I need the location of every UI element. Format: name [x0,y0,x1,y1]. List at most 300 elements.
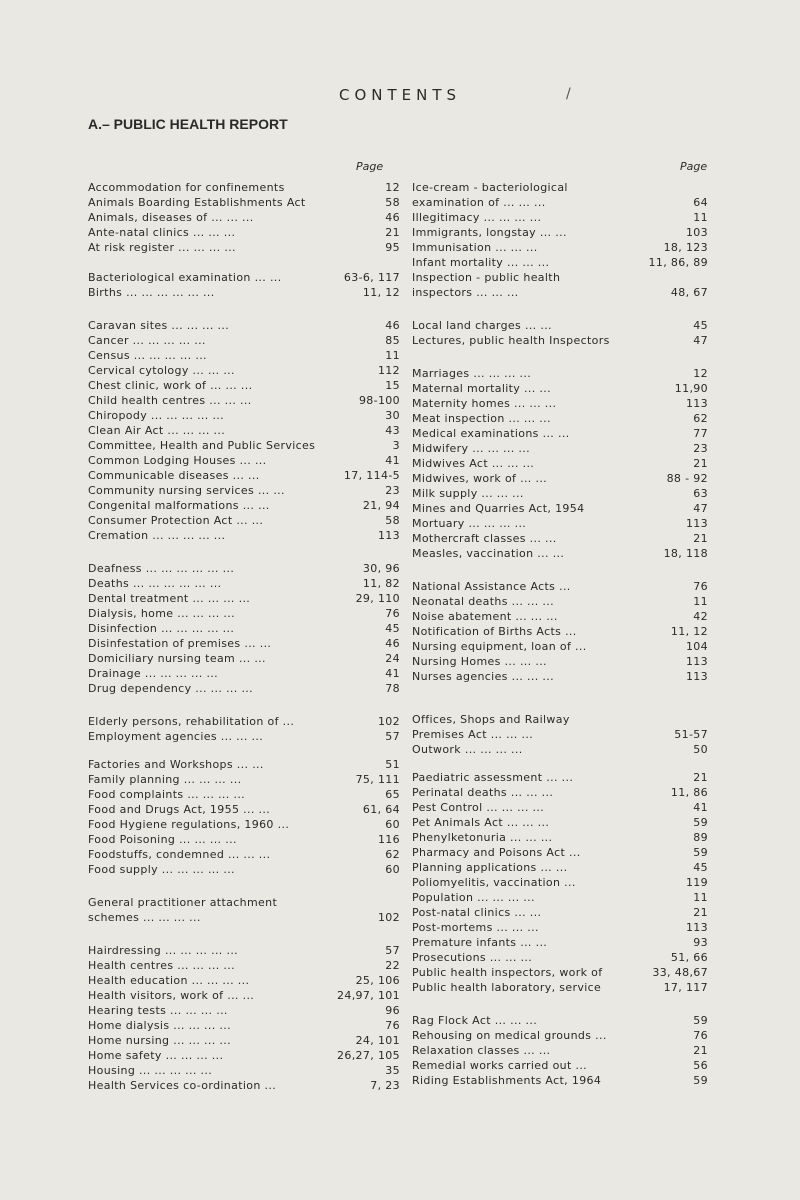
index-entry-label: Public health inspectors, work of [412,966,603,979]
index-entry [412,1073,708,1088]
index-entry-label: Infant mortality ... ... ... [412,256,550,269]
index-entry-page: 113 [685,670,708,683]
index-entry-label: Post-mortems ... ... ... [412,921,539,934]
index-entry [412,1028,708,1043]
index-entry [88,621,400,636]
index-entry [88,591,400,606]
entry-spacer [88,255,400,270]
index-entry-label: Factories and Workshops ... ... [88,758,264,771]
index-entry [88,225,400,240]
index-entry [88,1033,400,1048]
index-entry-label: Births ... ... ... ... ... ... [88,286,215,299]
index-entry-label: Offices, Shops and Railway [412,713,570,726]
index-entry-label: Paediatric assessment ... ... [412,771,574,784]
index-entry [412,486,708,501]
index-entry-page: 65 [385,788,400,801]
index-entry-page: 11, 82 [362,577,400,590]
index-entry-page: 3 [392,439,400,452]
index-entry-page: 46 [385,319,400,332]
index-entry-label: Caravan sites ... ... ... ... [88,319,230,332]
index-entry [412,935,708,950]
index-entry-page: 11, 86 [670,786,708,799]
index-entry-label: Immigrants, longstay ... ... [412,226,567,239]
index-entry-label: Housing ... ... ... ... ... [88,1064,213,1077]
index-entry-page: 57 [385,730,400,743]
index-entry-page: 45 [385,622,400,635]
index-entry-page: 113 [685,517,708,530]
index-entry-label: Mothercraft classes ... ... [412,532,557,545]
index-entry-page: 47 [693,502,708,515]
index-entry-page: 35 [385,1064,400,1077]
index-entry-label: Disinfestation of premises ... ... [88,637,272,650]
index-entry-page: 103 [685,226,708,239]
index-entry-label: Measles, vaccination ... ... [412,547,565,560]
index-entry-label: Dental treatment ... ... ... ... [88,592,251,605]
index-entry-label: Maternity homes ... ... ... [412,397,557,410]
index-entry [412,712,708,727]
index-entry [412,501,708,516]
index-entry-label: examination of ... ... ... [412,196,546,209]
index-entry [88,1063,400,1078]
index-entry-page: 63-6, 117 [343,271,400,284]
index-entry-page: 12 [693,367,708,380]
index-entry-label: Meat inspection ... ... ... [412,412,551,425]
index-entry-label: Consumer Protection Act ... ... [88,514,264,527]
index-entry-label: Child health centres ... ... ... [88,394,252,407]
index-entry-page: 21 [693,457,708,470]
index-entry [412,411,708,426]
index-entry [412,965,708,980]
index-entry-label: Mortuary ... ... ... ... [412,517,527,530]
index-entry [412,654,708,669]
index-entry [88,180,400,195]
index-entry-page: 11, 12 [362,286,400,299]
index-entry-label: Population ... ... ... ... [412,891,535,904]
index-entry-label: Cancer ... ... ... ... ... [88,334,206,347]
index-entry-label: Pharmacy and Poisons Act ... [412,846,581,859]
index-entry-page: 46 [385,211,400,224]
index-entry-page: 113 [377,529,400,542]
index-entry-label: Bacteriological examination ... ... [88,271,282,284]
entry-spacer [412,300,708,318]
index-entry-page: 113 [685,655,708,668]
index-entry-page: 23 [385,484,400,497]
index-entry-page: 30 [385,409,400,422]
index-entry [412,471,708,486]
page-title: CONTENTS [338,86,462,104]
index-entry-page: 59 [693,1014,708,1027]
index-entry-page: 119 [685,876,708,889]
index-entry-label: Deaths ... ... ... ... ... ... [88,577,222,590]
index-entry-page: 11, 86, 89 [648,256,708,269]
index-entry-page: 88 - 92 [666,472,708,485]
index-entry-label: Domiciliary nursing team ... ... [88,652,266,665]
index-entry [412,1013,708,1028]
index-entry-label: Census ... ... ... ... ... [88,349,207,362]
index-entry [412,441,708,456]
index-entry-label: Animals, diseases of ... ... ... [88,211,254,224]
section-heading: A.– PUBLIC HEALTH REPORT [88,116,288,132]
index-entry [88,378,400,393]
index-entry-label: Noise abatement ... ... ... [412,610,558,623]
index-entry-page: 102 [377,911,400,924]
index-entry-label: Dialysis, home ... ... ... ... [88,607,235,620]
index-entry-label: Remedial works carried out ... [412,1059,588,1072]
index-entry-page: 113 [685,397,708,410]
index-entry [412,920,708,935]
entry-spacer [88,300,400,318]
index-entry-label: Deafness ... ... ... ... ... ... [88,562,235,575]
index-entry [412,225,708,240]
index-entry [88,1078,400,1093]
index-entry-label: Accommodation for confinements [88,181,285,194]
index-entry [412,381,708,396]
index-entry [412,639,708,654]
index-entry-label: Maternal mortality ... ... [412,382,551,395]
index-entry-page: 30, 96 [362,562,400,575]
index-entry [88,772,400,787]
index-entry [88,1048,400,1063]
index-entry-label: Hairdressing ... ... ... ... ... [88,944,239,957]
index-entry-page: 104 [685,640,708,653]
index-column-left [88,180,400,1093]
index-entry [88,240,400,255]
index-entry-page: 21 [693,771,708,784]
index-entry-label: Rehousing on medical grounds ... [412,1029,607,1042]
index-entry-page: 43 [385,424,400,437]
index-entry [412,1043,708,1058]
index-entry-page: 89 [693,831,708,844]
index-entry-page: 60 [385,818,400,831]
index-entry-label: Health visitors, work of ... ... [88,989,255,1002]
index-entry-page: 12 [385,181,400,194]
index-entry [88,528,400,543]
index-entry-page: 17, 114-5 [343,469,400,482]
index-entry [412,860,708,875]
index-entry-label: Home nursing ... ... ... ... [88,1034,231,1047]
index-entry-page: 62 [693,412,708,425]
index-entry-page: 11 [693,891,708,904]
index-entry [88,910,400,925]
index-entry [412,579,708,594]
index-entry [412,609,708,624]
index-entry-page: 17, 117 [663,981,708,994]
index-entry-label: Riding Establishments Act, 1964 [412,1074,602,1087]
index-entry-page: 15 [385,379,400,392]
index-entry [88,862,400,877]
index-entry [88,651,400,666]
page-column-header-right: Page [680,160,708,173]
index-entry-label: Prosecutions ... ... ... [412,951,533,964]
index-entry-label: Relaxation classes ... ... [412,1044,551,1057]
index-entry-page: 56 [693,1059,708,1072]
entry-spacer [88,696,400,714]
index-entry-page: 78 [385,682,400,695]
index-entry [88,606,400,621]
index-entry [88,210,400,225]
index-entry-page: 50 [693,743,708,756]
index-entry-label: Midwives, work of ... ... [412,472,548,485]
index-entry-label: Pest Control ... ... ... ... [412,801,545,814]
index-entry [412,800,708,815]
index-entry-label: Outwork ... ... ... ... [412,743,523,756]
index-entry [88,817,400,832]
index-entry-page: 58 [385,196,400,209]
entry-spacer [412,684,708,702]
index-entry [88,453,400,468]
index-entry-label: Milk supply ... ... ... [412,487,524,500]
index-entry-label: Nurses agencies ... ... ... [412,670,554,683]
index-entry-page: 21 [693,1044,708,1057]
index-entry [88,757,400,772]
index-entry-page: 95 [385,241,400,254]
index-entry-page: 59 [693,846,708,859]
index-entry [88,576,400,591]
index-entry [88,973,400,988]
index-entry-page: 51, 66 [670,951,708,964]
index-entry-page: 26,27, 105 [337,1049,400,1062]
index-entry-label: Ice-cream - bacteriological [412,181,568,194]
index-entry-label: Neonatal deaths ... ... ... [412,595,554,608]
index-entry-page: 48, 67 [670,286,708,299]
index-entry-page: 98-100 [358,394,400,407]
index-entry-label: Premature infants ... ... [412,936,548,949]
index-entry [412,742,708,757]
index-entry-page: 33, 48,67 [652,966,708,979]
index-entry-page: 42 [693,610,708,623]
index-entry-label: Immunisation ... ... ... [412,241,538,254]
index-entry-page: 76 [693,580,708,593]
index-entry-page: 62 [385,848,400,861]
index-entry [412,845,708,860]
index-entry-label: Poliomyelitis, vaccination ... [412,876,576,889]
index-entry-page: 23 [693,442,708,455]
index-entry [88,483,400,498]
index-entry-page: 41 [385,667,400,680]
index-entry [412,624,708,639]
index-entry [412,815,708,830]
index-entry-label: Perinatal deaths ... ... ... [412,786,554,799]
index-entry-label: Food Poisoning ... ... ... ... [88,833,237,846]
index-entry [412,516,708,531]
index-entry [88,498,400,513]
index-entry [412,366,708,381]
entry-spacer [412,757,708,770]
index-entry-label: Nursing equipment, loan of ... [412,640,587,653]
index-entry-label: Health Services co-ordination ... [88,1079,277,1092]
index-entry-label: schemes ... ... ... ... [88,911,201,924]
index-entry-label: Communicable diseases ... ... [88,469,260,482]
index-entry-page: 77 [693,427,708,440]
index-entry-label: Marriages ... ... ... ... [412,367,532,380]
index-entry [412,785,708,800]
index-entry-page: 18, 123 [663,241,708,254]
index-entry-page: 21 [693,532,708,545]
index-entry-page: 75, 111 [355,773,400,786]
pencil-mark: / [566,86,571,102]
index-entry-page: 24 [385,652,400,665]
index-entry [412,727,708,742]
index-entry-page: 21, 94 [362,499,400,512]
index-entry-label: Planning applications ... ... [412,861,568,874]
index-entry-label: Animals Boarding Establishments Act [88,196,306,209]
index-entry [88,363,400,378]
index-entry-page: 51 [385,758,400,771]
index-entry-label: Cremation ... ... ... ... ... [88,529,226,542]
index-entry-label: Midwives Act ... ... ... [412,457,535,470]
index-entry [88,513,400,528]
index-entry [412,890,708,905]
index-entry [88,636,400,651]
index-entry-page: 64 [693,196,708,209]
index-entry [88,958,400,973]
index-entry-label: Food supply ... ... ... ... ... [88,863,235,876]
index-entry-label: Chiropody ... ... ... ... ... [88,409,225,422]
index-entry [88,333,400,348]
index-entry [88,666,400,681]
index-entry-page: 85 [385,334,400,347]
index-entry-label: Home dialysis ... ... ... ... [88,1019,231,1032]
index-entry-label: Post-natal clinics ... ... [412,906,542,919]
index-entry-label: Health education ... ... ... ... [88,974,250,987]
index-entry-page: 41 [385,454,400,467]
index-entry [412,980,708,995]
index-entry [88,408,400,423]
index-entry [412,456,708,471]
index-entry [412,270,708,285]
index-entry [88,847,400,862]
index-entry-page: 59 [693,1074,708,1087]
index-entry [412,333,708,348]
index-entry [412,318,708,333]
index-entry-label: Community nursing services ... ... [88,484,285,497]
index-entry [88,681,400,696]
index-entry-page: 63 [693,487,708,500]
index-entry [412,1058,708,1073]
index-entry-page: 59 [693,816,708,829]
index-entry-label: Pet Animals Act ... ... ... [412,816,550,829]
index-entry-label: Foodstuffs, condemned ... ... ... [88,848,271,861]
index-entry-label: Local land charges ... ... [412,319,552,332]
index-entry-label: Common Lodging Houses ... ... [88,454,267,467]
index-entry-label: Food and Drugs Act, 1955 ... ... [88,803,271,816]
entry-spacer [412,702,708,712]
index-entry-page: 22 [385,959,400,972]
index-entry [88,285,400,300]
index-entry-label: National Assistance Acts ... [412,580,571,593]
index-entry-label: General practitioner attachment [88,896,278,909]
index-entry-label: Committee, Health and Public Services [88,439,316,452]
index-entry [88,988,400,1003]
index-entry [412,594,708,609]
index-entry [412,546,708,561]
index-entry-page: 21 [693,906,708,919]
index-entry [88,1018,400,1033]
entry-spacer [412,995,708,1013]
index-entry [412,180,708,195]
index-entry-page: 18, 118 [663,547,708,560]
index-entry [412,875,708,890]
index-entry [88,729,400,744]
index-entry-label: Employment agencies ... ... ... [88,730,264,743]
index-entry [412,396,708,411]
index-entry [412,531,708,546]
index-entry-page: 46 [385,637,400,650]
index-entry-page: 102 [377,715,400,728]
index-entry-label: Elderly persons, rehabilitation of ... [88,715,295,728]
index-entry-label: inspectors ... ... ... [412,286,519,299]
index-entry-page: 29, 110 [355,592,400,605]
entry-spacer [88,543,400,561]
index-entry-label: Drainage ... ... ... ... ... [88,667,218,680]
index-entry [88,802,400,817]
index-entry [412,669,708,684]
index-column-right [412,180,708,1088]
index-entry-label: Food complaints ... ... ... ... [88,788,246,801]
index-entry-label: Health centres ... ... ... ... [88,959,235,972]
index-entry-label: At risk register ... ... ... ... [88,241,236,254]
index-entry-page: 113 [685,921,708,934]
index-entry-page: 24,97, 101 [337,989,400,1002]
index-entry-page: 24, 101 [355,1034,400,1047]
index-entry-page: 47 [693,334,708,347]
index-entry-page: 61, 64 [362,803,400,816]
index-entry [88,438,400,453]
index-entry [88,561,400,576]
entry-spacer [412,561,708,579]
index-entry [412,950,708,965]
index-entry-page: 11,90 [674,382,708,395]
index-entry [88,943,400,958]
index-entry-page: 60 [385,863,400,876]
index-entry-page: 116 [377,833,400,846]
index-entry-page: 11 [693,595,708,608]
index-entry-page: 51-57 [674,728,708,741]
index-entry-page: 112 [377,364,400,377]
index-entry [412,426,708,441]
index-entry-label: Rag Flock Act ... ... ... [412,1014,538,1027]
index-entry-page: 41 [693,801,708,814]
index-entry-label: Drug dependency ... ... ... ... [88,682,253,695]
index-entry-label: Phenylketonuria ... ... ... [412,831,553,844]
index-entry-label: Chest clinic, work of ... ... ... [88,379,253,392]
index-entry [412,285,708,300]
index-entry [412,255,708,270]
index-entry-page: 45 [693,861,708,874]
index-entry-page: 11 [385,349,400,362]
index-entry-label: Nursing Homes ... ... ... [412,655,547,668]
index-entry-page: 11, 12 [670,625,708,638]
index-entry-label: Cervical cytology ... ... ... [88,364,235,377]
entry-spacer [88,925,400,943]
index-entry [88,832,400,847]
index-entry-label: Disinfection ... ... ... ... ... [88,622,235,635]
index-entry [412,240,708,255]
index-entry [88,393,400,408]
index-entry [412,830,708,845]
index-entry-page: 57 [385,944,400,957]
index-entry-label: Ante-natal clinics ... ... ... [88,226,236,239]
index-entry [412,770,708,785]
index-entry [88,423,400,438]
index-entry-label: Family planning ... ... ... ... [88,773,242,786]
index-entry-label: Inspection - public health [412,271,561,284]
entry-spacer [412,348,708,366]
index-entry [88,195,400,210]
index-entry-page: 45 [693,319,708,332]
index-entry-page: 96 [385,1004,400,1017]
index-entry-label: Midwifery ... ... ... ... [412,442,530,455]
